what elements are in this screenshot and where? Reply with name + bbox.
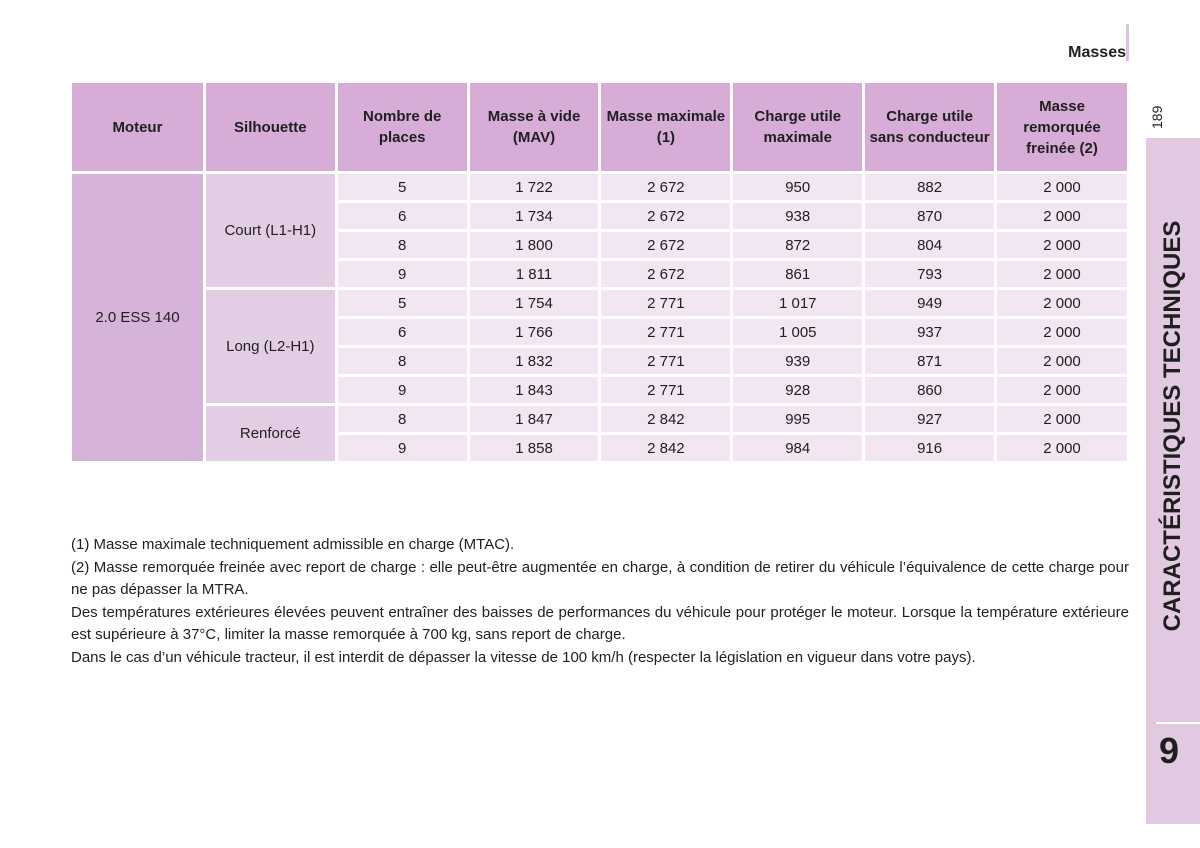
table-header-row [72,83,1127,171]
silhouette-cell: Court (L1-H1) [206,174,335,287]
section-title: Masses [1068,44,1126,61]
max-mass-cell: 2 672 [601,232,730,258]
kerb-mass-cell: 1 858 [470,435,599,461]
seats-cell: 8 [338,406,467,432]
header-engine: Moteur [72,83,203,171]
max-mass-cell: 2 672 [601,203,730,229]
seats-cell: 9 [338,435,467,461]
engine-cell: 2.0 ESS 140 [72,174,203,461]
kerb-mass-cell: 1 722 [470,174,599,200]
payload-no-driver-cell: 927 [865,406,994,432]
max-mass-cell: 2 672 [601,174,730,200]
max-payload-cell: 1 017 [733,290,862,316]
kerb-mass-cell: 1 734 [470,203,599,229]
payload-no-driver-cell: 793 [865,261,994,287]
max-payload-cell: 939 [733,348,862,374]
braked-towed-mass-cell: 2 000 [997,406,1127,432]
max-mass-cell: 2 842 [601,435,730,461]
max-mass-cell: 2 771 [601,348,730,374]
seats-cell: 6 [338,203,467,229]
table-row [72,174,1127,200]
chapter-tab [1146,138,1200,824]
max-payload-cell: 938 [733,203,862,229]
header-silhouette: Silhouette [206,83,335,171]
max-mass-cell: 2 842 [601,406,730,432]
braked-towed-mass-cell: 2 000 [997,290,1127,316]
seats-cell: 5 [338,290,467,316]
table-row [72,290,1127,316]
max-payload-cell: 950 [733,174,862,200]
chapter-separator [1156,722,1200,724]
payload-no-driver-cell: 949 [865,290,994,316]
header-seats: Nombre de places [338,83,467,171]
header-braked-towed-mass: Masse remorquée freinée (2) [997,83,1127,171]
silhouette-cell: Long (L2-H1) [206,290,335,403]
footnotes [71,534,1129,670]
payload-no-driver-cell: 871 [865,348,994,374]
kerb-mass-cell: 1 811 [470,261,599,287]
max-mass-cell: 2 771 [601,377,730,403]
max-payload-cell: 984 [733,435,862,461]
braked-towed-mass-cell: 2 000 [997,435,1127,461]
seats-cell: 9 [338,261,467,287]
kerb-mass-cell: 1 800 [470,232,599,258]
braked-towed-mass-cell: 2 000 [997,348,1127,374]
max-payload-cell: 872 [733,232,862,258]
footnote-1: (1) Masse maximale techniquement admissible en charge (MTAC). [71,536,515,553]
note-temperature: Des températures extérieures élevées peuvent entraîner des baisses de performances du véhicule pour protéger le moteur. Lorsque la température extérieure est supérieure à 37°C, limiter la masse remorquée à 700 kg, sans report de charge. [71,604,1129,643]
page-number: 189 [1149,105,1165,129]
braked-towed-mass-cell: 2 000 [997,174,1127,200]
braked-towed-mass-cell: 2 000 [997,377,1127,403]
braked-towed-mass-cell: 2 000 [997,232,1127,258]
kerb-mass-cell: 1 754 [470,290,599,316]
max-mass-cell: 2 771 [601,319,730,345]
max-payload-cell: 995 [733,406,862,432]
table-body [72,174,1127,461]
seats-cell: 5 [338,174,467,200]
header-kerb-mass: Masse à vide (MAV) [470,83,599,171]
payload-no-driver-cell: 937 [865,319,994,345]
braked-towed-mass-cell: 2 000 [997,261,1127,287]
max-mass-cell: 2 672 [601,261,730,287]
max-payload-cell: 1 005 [733,319,862,345]
kerb-mass-cell: 1 766 [470,319,599,345]
chapter-title: CARACTÉRISTIQUES TECHNIQUES [1159,220,1186,632]
header-max-payload: Charge utile maximale [733,83,862,171]
masses-table [69,80,1130,464]
braked-towed-mass-cell: 2 000 [997,203,1127,229]
title-rule [1126,24,1129,61]
seats-cell: 9 [338,377,467,403]
braked-towed-mass-cell: 2 000 [997,319,1127,345]
table-row [72,406,1127,432]
max-payload-cell: 861 [733,261,862,287]
seats-cell: 8 [338,348,467,374]
header-payload-no-driver: Charge utile sans conducteur [865,83,994,171]
max-mass-cell: 2 771 [601,290,730,316]
kerb-mass-cell: 1 832 [470,348,599,374]
payload-no-driver-cell: 804 [865,232,994,258]
max-payload-cell: 928 [733,377,862,403]
payload-no-driver-cell: 860 [865,377,994,403]
payload-no-driver-cell: 870 [865,203,994,229]
header-max-mass: Masse maximale (1) [601,83,730,171]
footnote-2: (2) Masse remorquée freinée avec report de charge : elle peut-être augmentée en charge, à condition de retirer du véhicule l’équivalence de cette charge pour ne pas dépasser la MTRA. [71,559,1129,598]
payload-no-driver-cell: 882 [865,174,994,200]
payload-no-driver-cell: 916 [865,435,994,461]
kerb-mass-cell: 1 847 [470,406,599,432]
kerb-mass-cell: 1 843 [470,377,599,403]
note-speed-limit: Dans le cas d’un véhicule tracteur, il est interdit de dépasser la vitesse de 100 km/h (respecter la législation en vigueur dans votre pays). [71,649,976,666]
seats-cell: 8 [338,232,467,258]
chapter-number: 9 [1158,730,1180,771]
silhouette-cell: Renforcé [206,406,335,461]
seats-cell: 6 [338,319,467,345]
